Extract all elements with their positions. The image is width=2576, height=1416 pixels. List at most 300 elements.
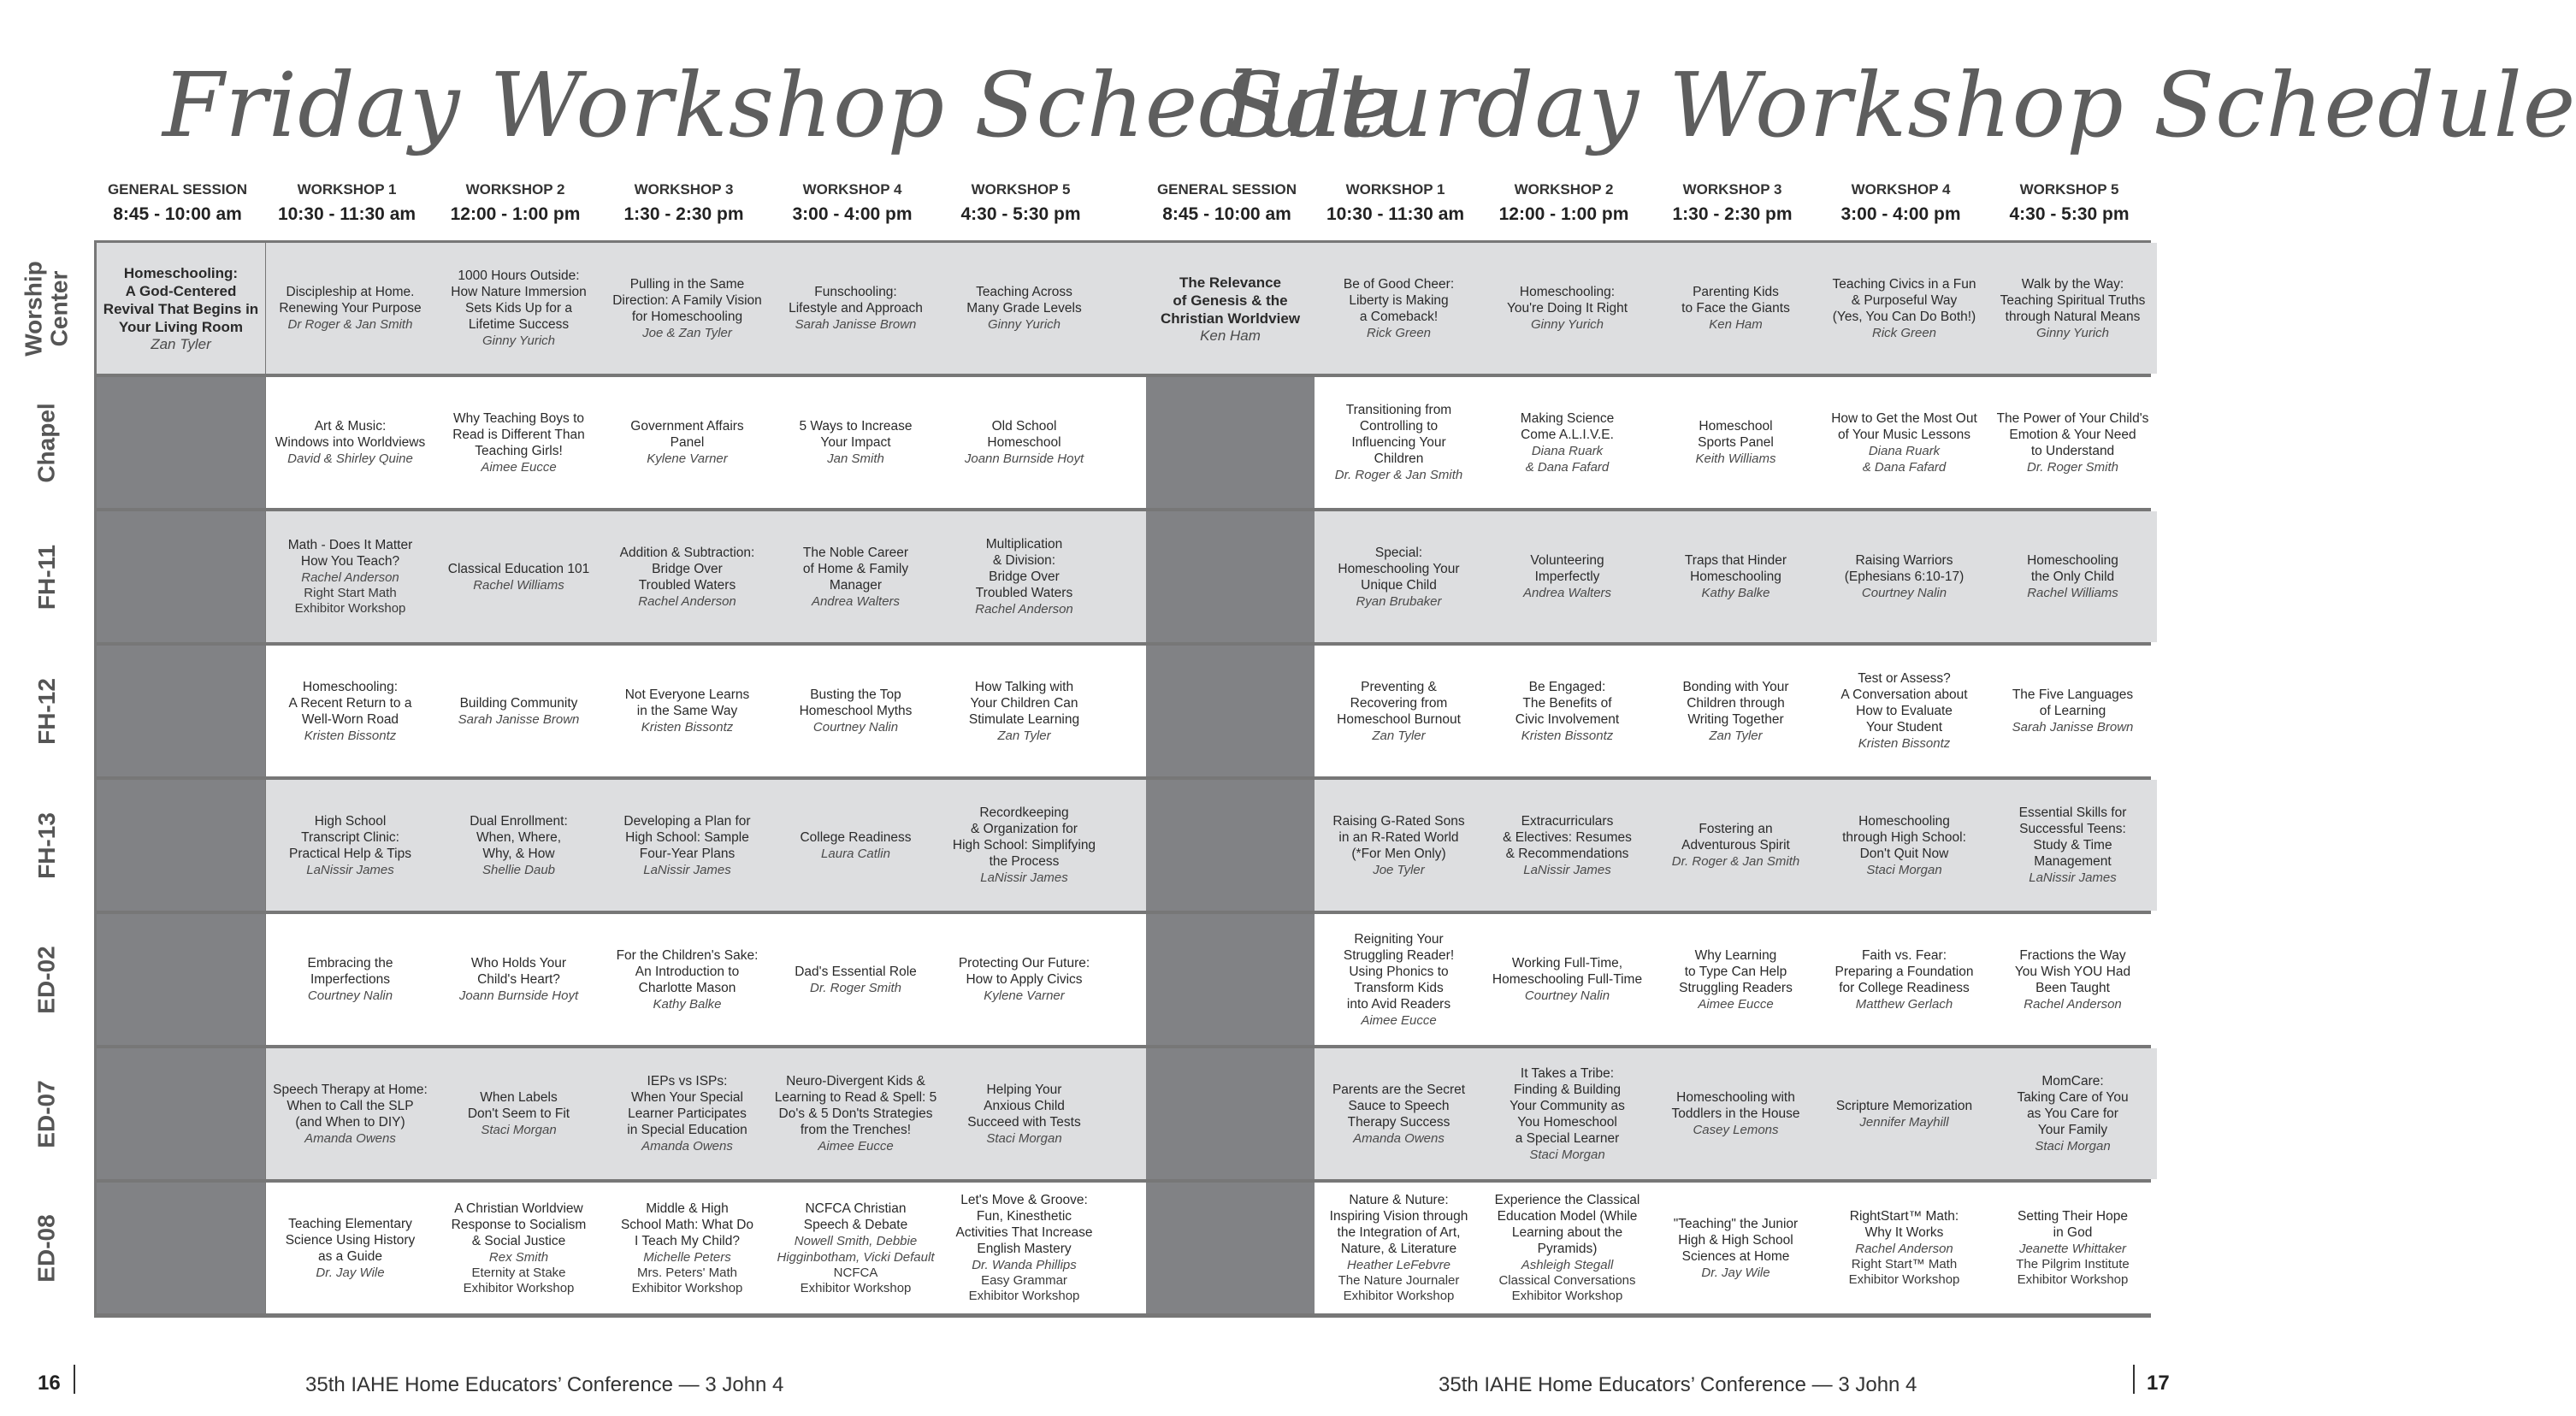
workshop-cell (1483, 1048, 1651, 1179)
left-page-divider (74, 1365, 75, 1394)
session-title: Transitioning from Controlling to Influencing Your Children (1345, 403, 1452, 466)
session-title: For the Children's Sake: An Introduction to Charlotte Mason (616, 947, 759, 995)
presenter-name: Ken Ham (1709, 317, 1763, 332)
workshop-cell (1988, 243, 2157, 374)
empty-slot (1146, 1048, 1315, 1179)
presenter-name: Rachel Williams (2027, 586, 2118, 600)
column-time: 8:45 - 10:00 am (1162, 204, 1291, 224)
column-name: GENERAL SESSION (1156, 181, 1297, 198)
empty-slot (97, 511, 265, 642)
session-title: Walk by the Way: Teaching Spiritual Truths through Natural Means (2000, 276, 2146, 324)
workshop-cell (771, 511, 940, 642)
presenter-name: Amanda Owens (641, 1139, 733, 1153)
workshop-cell (771, 1048, 940, 1179)
session-title: Experience the Classical Education Model (While Learning about the Pyramids) (1494, 1193, 1640, 1256)
session-title: "Teaching" the Junior High & High School Sciences at Home (1673, 1216, 1799, 1264)
friday-column-header (769, 181, 936, 225)
session-title: Embracing the Imperfections (307, 956, 393, 987)
session-title: Teaching Civics in a Fun & Purposeful Way (Yes, You Can Do Both!) (1832, 276, 1976, 324)
workshop-cell (266, 780, 434, 911)
session-title: Setting Their Hope in God (2018, 1209, 2128, 1240)
session-title: Volunteering Imperfectly (1530, 553, 1604, 584)
session-title: Homeschooling with Toddlers in the House (1671, 1090, 1800, 1121)
column-name: WORKSHOP 5 (2019, 181, 2119, 198)
day-separator-cell (1108, 1183, 1146, 1313)
workshop-cell (940, 914, 1108, 1045)
session-title: Why Learning to Type Can Help Struggling Readers (1679, 947, 1793, 995)
presenter-name: Nowell Smith, Debbie Higginbotham, Vicki Default (777, 1233, 935, 1265)
workshop-cell (1483, 914, 1651, 1045)
column-time: 8:45 - 10:00 am (113, 204, 242, 224)
room-name: ED-08 (33, 1213, 60, 1283)
presenter-name: LaNissir James (1523, 862, 1611, 877)
workshop-cell (434, 1048, 603, 1179)
workshop-cell (603, 377, 771, 508)
presenter-name: Dr. Roger & Jan Smith (1671, 854, 1800, 869)
workshop-cell (940, 377, 1108, 508)
workshop-cell (940, 511, 1108, 642)
presenter-name: David & Shirley Quine (287, 451, 413, 466)
presenter-name: Staci Morgan (481, 1123, 557, 1137)
column-time: 4:30 - 5:30 pm (2009, 204, 2130, 224)
saturday-column-header (1986, 181, 2153, 225)
session-title: Homeschooling: A Recent Return to a Well-Worn Road (288, 679, 412, 727)
exhibitor-note: Mrs. Peters' Math Exhibitor Workshop (631, 1265, 743, 1295)
session-title: Homeschooling: You're Doing It Right (1506, 285, 1628, 316)
saturday-column-header (1143, 181, 1310, 225)
presenter-name: Rachel Williams (473, 577, 564, 593)
workshop-cell (1315, 511, 1483, 642)
workshop-cell (1651, 1183, 1820, 1313)
workshop-cell (1315, 377, 1483, 508)
saturday-title: Saturday Workshop Schedule (1223, 53, 2576, 157)
presenter-name: Kylene Varner (647, 451, 728, 466)
exhibitor-note: Classical Conversations Exhibitor Workshop (1498, 1273, 1636, 1303)
workshop-cell (603, 1183, 771, 1313)
workshop-cell (771, 914, 940, 1045)
session-title: MomCare: Taking Care of You as You Care for Your Family (2017, 1074, 2129, 1137)
room-label (0, 243, 94, 374)
workshop-cell (1820, 377, 1988, 508)
presenter-name: Ken Ham (1200, 327, 1261, 344)
session-title: Special: Homeschooling Your Unique Child (1338, 545, 1460, 593)
workshop-cell (1483, 1183, 1651, 1313)
workshop-cell (1820, 1048, 1988, 1179)
presenter-name: Rex Smith (488, 1249, 549, 1265)
presenter-name: Matthew Gerlach (1855, 996, 1953, 1012)
session-title: Funschooling: Lifestyle and Approach (789, 285, 923, 316)
workshop-cell (434, 646, 603, 776)
saturday-column-header (1312, 181, 1479, 225)
saturday-column-header (1480, 181, 1647, 225)
workshop-cell (434, 243, 603, 374)
workshop-cell (1820, 511, 1988, 642)
presenter-name: Rick Green (1366, 325, 1432, 340)
left-footer-text: 35th IAHE Home Educators’ Conference — 3 John 4 (305, 1373, 784, 1396)
exhibitor-note: Eternity at Stake Exhibitor Workshop (463, 1265, 575, 1295)
presenter-name: Kathy Balke (653, 996, 722, 1012)
room-name: ED-02 (33, 945, 60, 1014)
presenter-name: Aimee Eucce (481, 459, 557, 475)
workshop-cell (771, 780, 940, 911)
workshop-cell (1483, 780, 1651, 911)
empty-slot (1146, 377, 1315, 508)
presenter-name: Zan Tyler (997, 728, 1051, 743)
presenter-name: Zan Tyler (1709, 728, 1763, 743)
session-title: Homeschooling through High School: Don't Quit Now (1842, 813, 1966, 861)
exhibitor-note: Easy Grammar Exhibitor Workshop (968, 1273, 1080, 1303)
room-label (0, 1183, 94, 1313)
right-page-divider (2133, 1365, 2135, 1394)
empty-slot (97, 377, 265, 508)
session-title: Be Engaged: The Benefits of Civic Involvement (1515, 679, 1620, 727)
workshop-cell (1988, 914, 2157, 1045)
session-title: Recordkeeping & Organization for High School: Simplifying the Process (952, 805, 1096, 869)
presenter-name: Zan Tyler (151, 336, 211, 352)
friday-column-header (94, 181, 261, 225)
session-title: Working Full-Time, Homeschooling Full-Time (1492, 956, 1643, 987)
right-page-number: 17 (2147, 1372, 2170, 1395)
presenter-name: Kristen Bissontz (641, 720, 734, 735)
day-separator-cell (1108, 511, 1146, 642)
column-name: WORKSHOP 5 (971, 181, 1071, 198)
exhibitor-note: Right Start™ Math Exhibitor Workshop (1848, 1257, 1960, 1287)
schedule-grid (94, 240, 2151, 1318)
session-title: Not Everyone Learns in the Same Way (624, 687, 750, 718)
saturday-column-header (1649, 181, 1816, 225)
exhibitor-note: Right Start Math Exhibitor Workshop (294, 586, 406, 616)
workshop-cell (266, 243, 434, 374)
session-title: Math - Does It Matter How You Teach? (287, 538, 413, 569)
presenter-name: Keith Williams (1695, 451, 1776, 466)
session-title: Nature & Nuture: Inspiring Vision through the Integration of Art, Nature, & Literature (1329, 1193, 1468, 1256)
session-title: Homeschooling the Only Child (2027, 553, 2118, 584)
presenter-name: LaNissir James (980, 870, 1068, 885)
session-title: Parenting Kids to Face the Giants (1681, 285, 1790, 316)
friday-column-header (263, 181, 430, 225)
empty-slot (97, 1183, 265, 1313)
column-time: 12:00 - 1:00 pm (450, 204, 581, 224)
session-title: Extracurriculars & Electives: Resumes & Recommendations (1503, 813, 1632, 861)
workshop-cell (1651, 914, 1820, 1045)
workshop-cell (266, 377, 434, 508)
workshop-cell (1651, 780, 1820, 911)
session-title: Why Teaching Boys to Read is Different Than Teaching Girls! (452, 410, 585, 458)
room-label (0, 646, 94, 776)
presenter-name: Zan Tyler (1372, 728, 1426, 743)
presenter-name: Dr Roger & Jan Smith (287, 317, 413, 332)
presenter-name: Rick Green (1871, 325, 1937, 340)
session-title: Addition & Subtraction: Bridge Over Troubled Waters (619, 545, 755, 593)
workshop-cell (434, 511, 603, 642)
empty-slot (1146, 1183, 1315, 1313)
session-title: Traps that Hinder Homeschooling (1684, 553, 1787, 584)
workshop-cell (1315, 780, 1483, 911)
workshop-cell (1988, 511, 2157, 642)
column-time: 3:00 - 4:00 pm (1840, 204, 1961, 224)
presenter-name: Casey Lemons (1693, 1123, 1779, 1137)
presenter-name: Kristen Bissontz (1858, 736, 1951, 751)
presenter-name: Sarah Janisse Brown (795, 317, 917, 332)
session-title: Speech Therapy at Home: When to Call the SLP (and When to DIY) (273, 1082, 428, 1130)
session-title: How Talking with Your Children Can Stimulate Learning (968, 679, 1080, 727)
column-time: 10:30 - 11:30 am (1326, 204, 1465, 224)
column-name: WORKSHOP 2 (1514, 181, 1614, 198)
presenter-name: Sarah Janisse Brown (2012, 720, 2134, 735)
workshop-cell (1988, 1048, 2157, 1179)
presenter-name: Heather LeFebvre (1347, 1258, 1450, 1272)
session-title: 1000 Hours Outside: How Nature Immersion Sets Kids Up for a Lifetime Success (451, 268, 587, 332)
session-title: RightStart™ Math: Why It Works (1849, 1209, 1959, 1240)
workshop-cell (940, 1183, 1108, 1313)
day-separator-cell (1108, 914, 1146, 1045)
column-name: WORKSHOP 1 (297, 181, 397, 198)
day-separator-cell (1108, 780, 1146, 911)
presenter-name: Staci Morgan (986, 1130, 1062, 1146)
session-title: Homeschool Sports Panel (1698, 419, 1774, 450)
session-title: The Power of Your Child's Emotion & Your Need to Understand (1996, 410, 2149, 458)
workshop-cell (266, 1183, 434, 1313)
room-name: Worship Center (21, 260, 74, 357)
presenter-name: Dr. Roger Smith (2027, 459, 2118, 475)
session-title: Busting the Top Homeschool Myths (799, 687, 913, 718)
session-title: Reigniting Your Struggling Reader! Using Phonics to Transform Kids into Avid Readers (1343, 931, 1455, 1012)
presenter-name: Laura Catlin (821, 846, 890, 861)
session-title: Fostering an Adventurous Spirit (1681, 822, 1790, 853)
session-title: It Takes a Tribe: Finding & Building Your Community as You Homeschool a Special Learner (1510, 1065, 1625, 1146)
session-title: Classical Education 101 (447, 561, 590, 576)
presenter-name: Kristen Bissontz (304, 728, 397, 743)
presenter-name: Kathy Balke (1701, 586, 1770, 600)
session-title: Middle & High School Math: What Do I Teach My Child? (620, 1201, 754, 1248)
column-time: 1:30 - 2:30 pm (623, 204, 744, 224)
room-label (0, 1048, 94, 1179)
presenter-name: Michelle Peters (643, 1249, 731, 1265)
workshop-cell (771, 1183, 940, 1313)
presenter-name: Ashleigh Stegall (1521, 1258, 1614, 1272)
workshop-cell (1988, 377, 2157, 508)
presenter-name: Staci Morgan (1866, 862, 1942, 877)
session-title: Essential Skills for Successful Teens: Study & Time Management (2018, 805, 2127, 869)
presenter-name: LaNissir James (2029, 870, 2117, 885)
presenter-name: Rachel Anderson (301, 570, 399, 585)
workshop-cell (1651, 1048, 1820, 1179)
friday-column-header (937, 181, 1104, 225)
session-title: Let's Move & Groove: Fun, Kinesthetic Activities That Increase English Mastery (955, 1193, 1093, 1256)
workshop-cell (771, 377, 940, 508)
presenter-name: Courtney Nalin (812, 720, 899, 735)
workshop-cell (1315, 243, 1483, 374)
session-title: A Christian Worldview Response to Socialism & Social Justice (451, 1201, 587, 1248)
workshop-cell (434, 780, 603, 911)
workshop-cell (940, 1048, 1108, 1179)
presenter-name: Kristen Bissontz (1521, 728, 1614, 743)
workshop-cell (603, 511, 771, 642)
column-name: GENERAL SESSION (107, 181, 248, 198)
column-name: WORKSHOP 4 (1851, 181, 1951, 198)
session-title: The Noble Career of Home & Family Manager (802, 545, 909, 593)
column-name: WORKSHOP 3 (634, 181, 734, 198)
workshop-cell (1315, 646, 1483, 776)
workshop-cell (1988, 780, 2157, 911)
presenter-name: Joe & Zan Tyler (642, 325, 732, 340)
presenter-name: Aimee Eucce (1361, 1012, 1437, 1028)
session-title: Bonding with Your Children through Writing Together (1682, 679, 1789, 727)
general-session-cell (97, 243, 265, 374)
saturday-column-header (1817, 181, 1984, 225)
session-title: The Five Languages of Learning (2012, 687, 2134, 718)
session-title: High School Transcript Clinic: Practical Help & Tips (289, 813, 411, 861)
presenter-name: Ginny Yurich (1530, 317, 1604, 332)
presenter-name: Joann Burnside Hoyt (964, 451, 1084, 466)
presenter-name: Staci Morgan (2035, 1139, 2111, 1153)
workshop-cell (1651, 243, 1820, 374)
presenter-name: Amanda Owens (1353, 1130, 1445, 1146)
session-title: When Labels Don't Seem to Fit (467, 1090, 570, 1121)
presenter-name: Ginny Yurich (482, 333, 556, 348)
workshop-cell (1820, 780, 1988, 911)
presenter-name: LaNissir James (306, 862, 394, 877)
session-title: Raising Warriors (Ephesians 6:10-17) (1844, 553, 1964, 584)
day-separator-cell (1108, 243, 1146, 374)
workshop-cell (1820, 914, 1988, 1045)
session-title: Building Community (459, 695, 578, 711)
session-title: Test or Assess? A Conversation about How to Evaluate Your Student (1840, 671, 1968, 735)
room-label (0, 511, 94, 642)
workshop-cell (603, 1048, 771, 1179)
session-title: Neuro-Divergent Kids & Learning to Read & Spell: 5 Do's & 5 Don'ts Strategies from the Trenches! (774, 1074, 937, 1137)
workshop-cell (1820, 646, 1988, 776)
workshop-cell (1315, 914, 1483, 1045)
empty-slot (1146, 646, 1315, 776)
presenter-name: Jan Smith (827, 451, 884, 466)
room-name: ED-07 (33, 1079, 60, 1148)
empty-slot (1146, 780, 1315, 911)
session-title: The Relevance of Genesis & the Christian Worldview (1160, 274, 1301, 327)
column-time: 1:30 - 2:30 pm (1672, 204, 1793, 224)
workshop-cell (1483, 646, 1651, 776)
session-title: Who Holds Your Child's Heart? (470, 956, 567, 987)
session-title: Raising G-Rated Sons in an R-Rated World (*For Men Only) (1332, 813, 1465, 861)
column-name: WORKSHOP 1 (1345, 181, 1445, 198)
room-name: FH-13 (32, 811, 60, 879)
workshop-cell (1820, 1183, 1988, 1313)
presenter-name: Dr. Roger Smith (810, 980, 901, 995)
session-title: Making Science Come A.L.I.V.E. (1520, 410, 1615, 442)
workshop-cell (603, 243, 771, 374)
friday-column-header (600, 181, 767, 225)
session-title: College Readiness (800, 829, 912, 845)
session-title: IEPs vs ISPs: When Your Special Learner Participates in Special Education (627, 1074, 747, 1137)
presenter-name: Andrea Walters (811, 593, 901, 609)
day-separator-cell (1108, 377, 1146, 508)
presenter-name: Rachel Anderson (975, 602, 1073, 617)
workshop-cell (1988, 1183, 2157, 1313)
presenter-name: Staci Morgan (1529, 1147, 1605, 1162)
session-title: 5 Ways to Increase Your Impact (799, 419, 913, 450)
workshop-cell (940, 243, 1108, 374)
workshop-cell (1315, 1183, 1483, 1313)
session-title: Homeschooling: A God-Centered Revival That Begins in Your Living Room (103, 265, 259, 335)
day-separator-cell (1108, 1048, 1146, 1179)
presenter-name: Andrea Walters (1522, 586, 1612, 600)
column-time: 3:00 - 4:00 pm (792, 204, 913, 224)
session-title: Be of Good Cheer: Liberty is Making a Comeback! (1343, 276, 1455, 324)
workshop-cell (266, 914, 434, 1045)
workshop-cell (1483, 511, 1651, 642)
presenter-name: Jennifer Mayhill (1859, 1114, 1949, 1130)
presenter-name: Rachel Anderson (1855, 1242, 1953, 1256)
session-title: How to Get the Most Out of Your Music Lessons (1831, 410, 1977, 442)
session-title: Dual Enrollment: When, Where, Why, & How (470, 813, 568, 861)
workshop-cell (771, 243, 940, 374)
session-title: Protecting Our Future: How to Apply Civics (958, 956, 1090, 987)
general-session-cell (1146, 243, 1315, 374)
presenter-name: Courtney Nalin (307, 988, 393, 1003)
exhibitor-note: The Pilgrim Institute Exhibitor Workshop (2016, 1257, 2130, 1287)
day-separator-cell (1108, 646, 1146, 776)
presenter-name: Ginny Yurich (987, 317, 1061, 332)
workshop-cell (603, 914, 771, 1045)
friday-column-header (432, 181, 599, 225)
presenter-name: Courtney Nalin (1524, 988, 1610, 1003)
presenter-name: Dr. Roger & Jan Smith (1334, 468, 1463, 482)
workshop-cell (1315, 1048, 1483, 1179)
workshop-cell (266, 646, 434, 776)
left-page-number: 16 (38, 1372, 61, 1395)
column-name: WORKSHOP 4 (802, 181, 902, 198)
empty-slot (97, 646, 265, 776)
workshop-cell (434, 377, 603, 508)
presenter-name: Aimee Eucce (818, 1139, 894, 1153)
presenter-name: Sarah Janisse Brown (458, 711, 580, 727)
session-title: Old School Homeschool (987, 419, 1061, 450)
workshop-cell (266, 1048, 434, 1179)
session-title: Dad's Essential Role (795, 964, 917, 979)
column-time: 12:00 - 1:00 pm (1498, 204, 1629, 224)
workshop-cell (266, 511, 434, 642)
room-label (0, 780, 94, 911)
presenter-name: Dr. Jay Wile (1701, 1265, 1770, 1280)
workshop-cell (1483, 377, 1651, 508)
presenter-name: Joann Burnside Hoyt (458, 988, 579, 1003)
session-title: Fractions the Way You Wish YOU Had Been Taught (2014, 947, 2131, 995)
presenter-name: Rachel Anderson (2024, 996, 2122, 1012)
room-name: FH-11 (33, 544, 60, 610)
empty-slot (97, 1048, 265, 1179)
session-title: Art & Music: Windows into Worldviews (275, 419, 426, 450)
presenter-name: Amanda Owens (304, 1130, 396, 1146)
workshop-cell (1651, 377, 1820, 508)
workshop-cell (1988, 646, 2157, 776)
workshop-cell (603, 646, 771, 776)
column-time: 10:30 - 11:30 am (277, 204, 417, 224)
right-footer-text: 35th IAHE Home Educators’ Conference — 3 John 4 (1439, 1373, 1917, 1396)
presenter-name: Ginny Yurich (2035, 325, 2110, 340)
room-name: FH-12 (32, 677, 60, 745)
empty-slot (1146, 511, 1315, 642)
session-title: Multiplication & Division: Bridge Over Troubled Waters (975, 537, 1073, 600)
presenter-name: Kylene Varner (984, 988, 1065, 1003)
session-title: Teaching Across Many Grade Levels (966, 285, 1082, 316)
column-name: WORKSHOP 2 (465, 181, 565, 198)
presenter-name: Ryan Brubaker (1356, 593, 1442, 609)
workshop-cell (434, 1183, 603, 1313)
presenter-name: Courtney Nalin (1861, 586, 1947, 600)
presenter-name: Aimee Eucce (1698, 996, 1774, 1012)
session-title: Helping Your Anxious Child Succeed with Tests (967, 1082, 1081, 1130)
session-title: Teaching Elementary Science Using History as a Guide (285, 1216, 416, 1264)
